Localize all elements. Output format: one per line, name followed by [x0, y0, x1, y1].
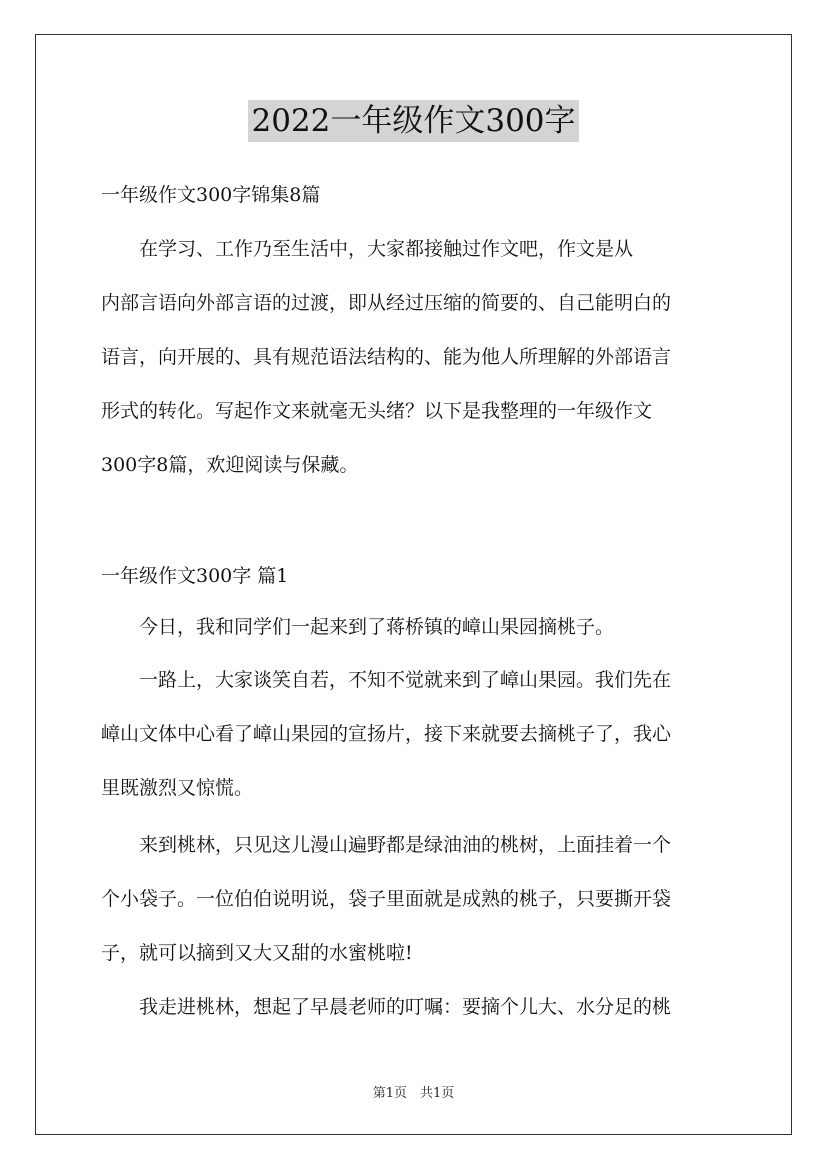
paragraph-line: 嶂山文体中心看了嶂山果园的宣扬片，接下来就要去摘桃子了，我心	[101, 723, 672, 745]
intro-paragraph	[101, 222, 671, 492]
section-heading: 一年级作文300字 篇1	[101, 565, 289, 587]
body-paragraph-2	[101, 653, 671, 815]
intro-line: 语言，向开展的、具有规范语法结构的、能为他人所理解的外部语言	[101, 346, 672, 368]
paragraph-line: 里既激烈又惊慌。	[101, 777, 254, 799]
paragraph-line: 我走进桃林，想起了早晨老师的叮嘱：要摘个儿大、水分足的桃	[101, 996, 672, 1018]
intro-line: 在学习、工作乃至生活中，大家都接触过作文吧，作文是从	[101, 238, 634, 260]
intro-line: 300字8篇，欢迎阅读与保藏。	[101, 454, 359, 476]
title-container	[0, 100, 827, 142]
paragraph-line: 一路上，大家谈笑自若，不知不觉就来到了嶂山果园。我们先在	[101, 669, 672, 691]
body-paragraph-4	[101, 980, 671, 1034]
paragraph-line: 来到桃林，只见这儿漫山遍野都是绿油油的桃树，上面挂着一个	[101, 834, 672, 856]
document-subtitle: 一年级作文300字锦集8篇	[101, 184, 321, 206]
body-paragraph-1	[101, 600, 614, 654]
paragraph-line: 今日，我和同学们一起来到了蒋桥镇的嶂山果园摘桃子。	[101, 616, 615, 638]
page-footer: 第1页 共1页	[372, 1086, 455, 1101]
paragraph-line: 子，就可以摘到又大又甜的水蜜桃啦!	[101, 942, 413, 964]
paragraph-line: 个小袋子。一位伯伯说明说，袋子里面就是成熟的桃子，只要撕开袋	[101, 888, 672, 910]
body-paragraph-3	[101, 818, 671, 980]
intro-line: 形式的转化。写起作文来就毫无头绪？以下是我整理的一年级作文	[101, 400, 653, 422]
intro-line: 内部言语向外部言语的过渡，即从经过压缩的简要的、自己能明白的	[101, 292, 672, 314]
document-title: 2022一年级作文300字	[248, 100, 578, 142]
